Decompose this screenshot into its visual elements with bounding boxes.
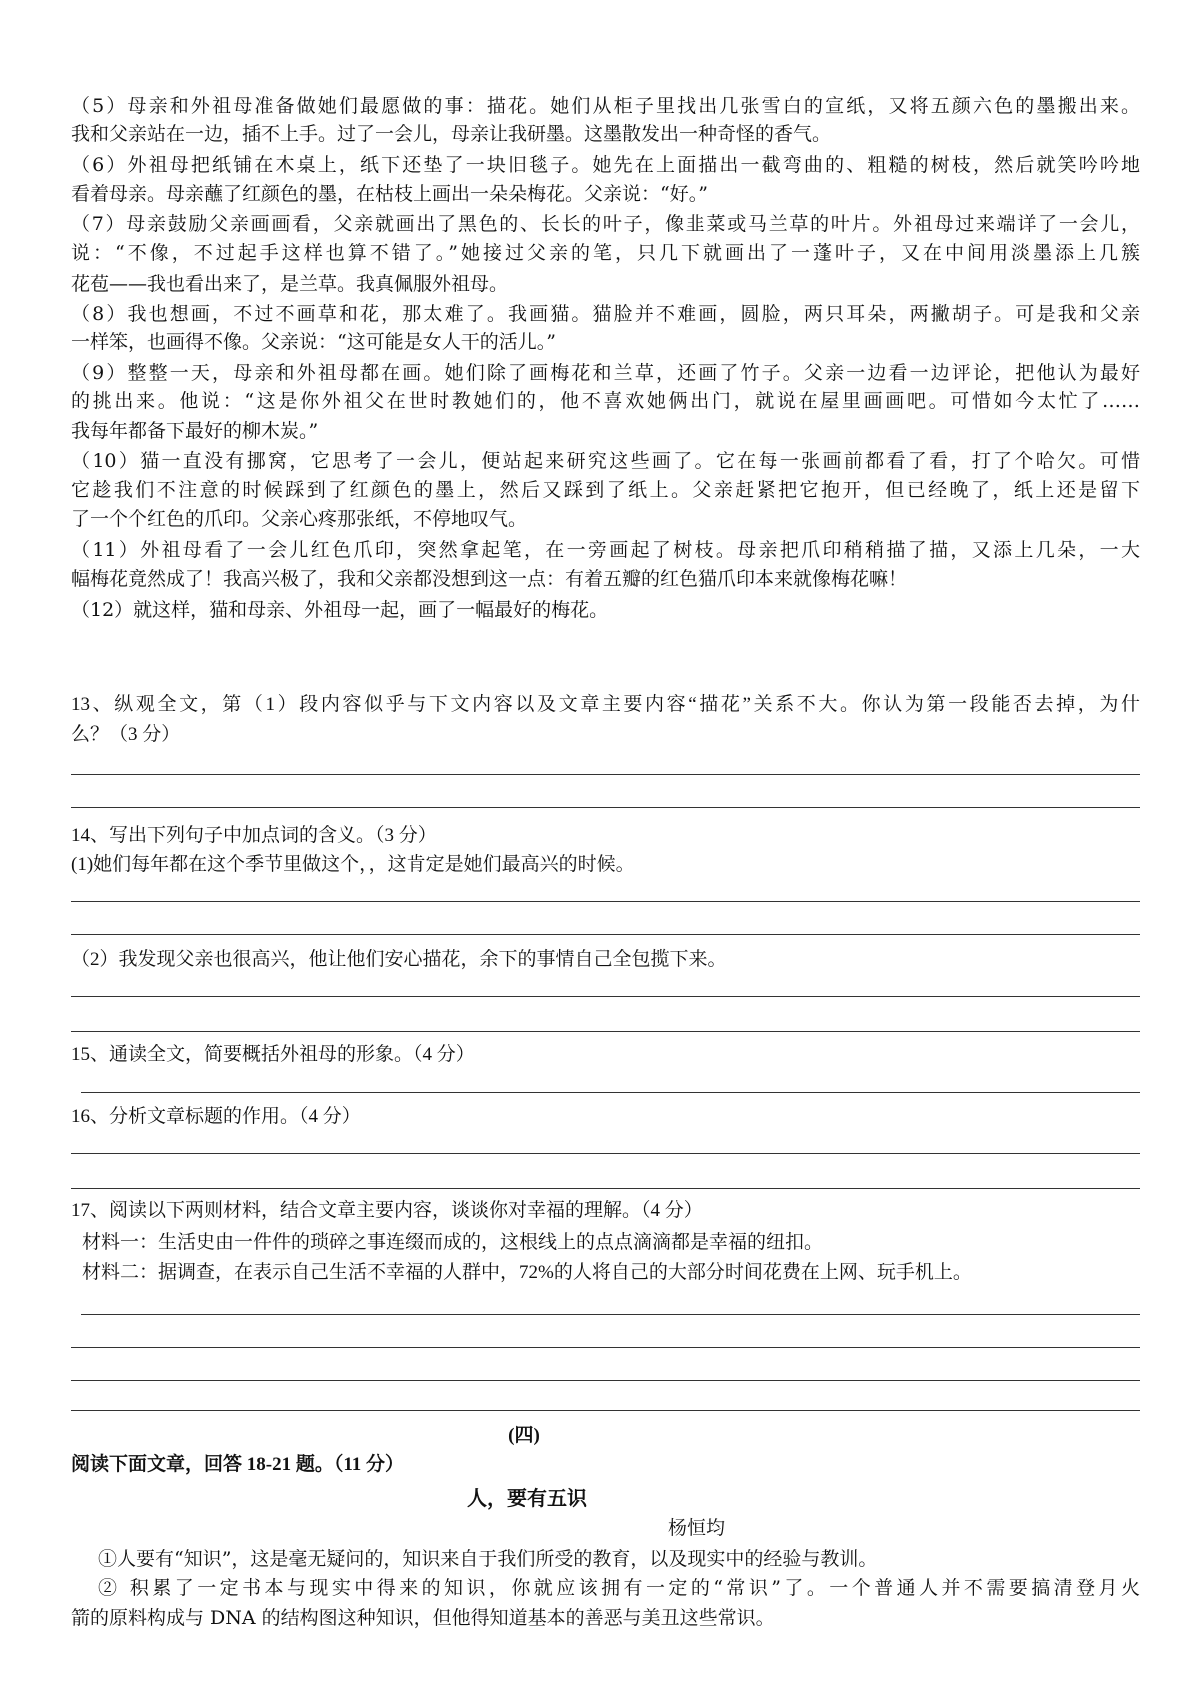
paragraph-10-line: 了一个个红色的爪印。父亲心疼那张纸，不停地叹气。 — [71, 508, 528, 530]
paragraph-6-line: 看着母亲。母亲蘸了红颜色的墨，在枯枝上画出一朵朵梅花。父亲说：“好。” — [71, 183, 708, 205]
paragraph-12-line: （12）就这样，猫和母亲、外祖母一起，画了一幅最好的梅花。 — [71, 599, 609, 621]
paragraph-10-line: （10）猫一直没有挪窝，它思考了一会儿，便站起来研究这些画了。它在每一张画前都看了看，打了个哈欠。可惜 — [71, 450, 1140, 472]
answer-line[interactable] — [71, 1153, 1140, 1154]
answer-line[interactable] — [71, 996, 1140, 997]
question-13-cont: 么？（3 分） — [71, 724, 181, 745]
question-14: 14、写出下列句子中加点词的含义。（3 分） — [71, 825, 437, 846]
paragraph-7-line: 花苞——我也看出来了，是兰草。我真佩服外祖母。 — [71, 273, 509, 295]
article-paragraph-2-line: ② 积累了一定书本与现实中得来的知识，你就应该拥有一定的“常识”了。一个普通人并不需要搞清登月火 — [98, 1577, 1140, 1599]
question-13: 13、纵观全文，第（1）段内容似乎与下文内容以及文章主要内容“描花”关系不大。你认为第一段能否去掉，为什 — [71, 694, 1140, 715]
paragraph-8-line: （8）我也想画，不过不画草和花，那太难了。我画猫。猫脸并不难画，圆脸，两只耳朵，两撇胡子。可是我和父亲 — [71, 303, 1140, 325]
question-17: 17、阅读以下两则材料，结合文章主要内容，谈谈你对幸福的理解。（4 分） — [71, 1200, 703, 1221]
answer-line[interactable] — [71, 1380, 1140, 1381]
answer-line[interactable] — [81, 1092, 1140, 1093]
answer-line[interactable] — [71, 934, 1140, 935]
paragraph-11-line: 幅梅花竟然成了！我高兴极了，我和父亲都没想到这一点：有着五瓣的红色猫爪印本来就像梅花嘛！ — [71, 568, 908, 590]
paragraph-9-line: 的挑出来。他说：“这是你外祖父在世时教她们的，他不喜欢她俩出门，就说在屋里画画吧。可惜如今太忙了…… — [71, 390, 1140, 412]
paragraph-7-line: 说：“不像，不过起手这样也算不错了。”她接过父亲的笔，只几下就画出了一蓬叶子，又在中间用淡墨添上几簇 — [71, 242, 1140, 264]
paragraph-9-line: （9）整整一天，母亲和外祖母都在画。她们除了画梅花和兰草，还画了竹子。父亲一边看一边评论，把他认为最好 — [71, 362, 1140, 384]
answer-line[interactable] — [71, 1031, 1140, 1032]
answer-line[interactable] — [71, 807, 1140, 808]
paragraph-8-line: 一样笨，也画得不像。父亲说：“这可能是女人干的活儿。” — [71, 331, 556, 353]
material-2: 材料二：据调查，在表示自己生活不幸福的人群中，72%的人将自己的大部分时间花费在上网、玩手机上。 — [82, 1262, 972, 1283]
question-14-item-1: (1)她们每年都在这个季节里做这个，，这肯定是她们最高兴的时候。 — [71, 854, 635, 875]
answer-line[interactable] — [81, 1314, 1140, 1315]
article-paragraph-1: ①人要有“知识”，这是毫无疑问的，知识来自于我们所受的教育，以及现实中的经验与教训。 — [98, 1548, 878, 1570]
article-title: 人，要有五识 — [467, 1486, 587, 1510]
question-16: 16、分析文章标题的作用。（4 分） — [71, 1106, 361, 1127]
question-14-item-2: （2）我发现父亲也很高兴，他让他们安心描花，余下的事情自己全包揽下来。 — [71, 949, 727, 970]
paragraph-10-line: 它趁我们不注意的时候踩到了红颜色的墨上，然后又踩到了纸上。父亲赶紧把它抱开，但已经晚了，纸上还是留下 — [71, 479, 1140, 501]
paragraph-11-line: （11）外祖母看了一会儿红色爪印，突然拿起笔，在一旁画起了树枝。母亲把爪印稍稍描了描，又添上几朵，一大 — [71, 539, 1140, 561]
article-author: 杨恒均 — [668, 1517, 726, 1539]
answer-line[interactable] — [71, 901, 1140, 902]
paragraph-5-line: 我和父亲站在一边，插不上手。过了一会儿，母亲让我研墨。这墨散发出一种奇怪的香气。 — [71, 123, 832, 145]
section-instruction: 阅读下面文章，回答 18-21 题。（11 分） — [71, 1454, 405, 1475]
question-15: 15、通读全文，简要概括外祖母的形象。（4 分） — [71, 1044, 475, 1065]
material-1: 材料一：生活史由一件件的琐碎之事连缀而成的，这根线上的点点滴滴都是幸福的纽扣。 — [82, 1232, 824, 1253]
section-heading: (四) — [508, 1425, 540, 1446]
paragraph-5-line: （5）母亲和外祖母准备做她们最愿做的事：描花。她们从柜子里找出几张雪白的宣纸，又将五颜六色的墨搬出来。 — [71, 95, 1140, 117]
answer-line[interactable] — [71, 1410, 1140, 1411]
article-paragraph-2-line: 箭的原料构成与 DNA 的结构图这种知识，但他得知道基本的善恶与美丑这些常识。 — [71, 1607, 775, 1629]
paragraph-6-line: （6）外祖母把纸铺在木桌上，纸下还垫了一块旧毯子。她先在上面描出一截弯曲的、粗糙的树枝，然后就笑吟吟地 — [71, 154, 1140, 176]
paragraph-9-line: 我每年都备下最好的柳木炭。” — [71, 420, 319, 442]
answer-line[interactable] — [71, 1188, 1140, 1189]
answer-line[interactable] — [71, 774, 1140, 775]
paragraph-7-line: （7）母亲鼓励父亲画画看，父亲就画出了黑色的、长长的叶子，像韭菜或马兰草的叶片。外祖母过来端详了一会儿， — [71, 213, 1140, 235]
answer-line[interactable] — [71, 1347, 1140, 1348]
